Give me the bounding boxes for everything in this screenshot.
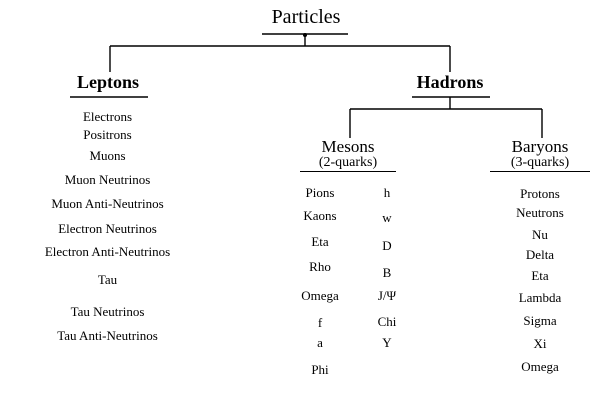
baryon-item: Xi [533, 336, 547, 351]
meson-item: B [382, 265, 392, 280]
lepton-item: Positrons [83, 127, 132, 142]
leptons-list [10, 0, 205, 400]
baryon-item: Omega [521, 359, 559, 374]
hadrons-heading: Hadrons [416, 72, 484, 92]
meson-item: Υ [382, 335, 392, 350]
mesons-quark-note: (2-quarks) [300, 156, 396, 172]
baryon-item: Lambda [518, 290, 562, 305]
meson-item: D [382, 238, 392, 253]
lepton-item: Muons [89, 148, 126, 163]
baryons-list [490, 0, 590, 400]
lepton-item: Tau [97, 272, 118, 287]
mesons-list-column-2 [360, 0, 414, 400]
mesons-list-column-1 [290, 0, 350, 400]
meson-item: h [383, 185, 391, 200]
meson-item: f [317, 315, 323, 330]
meson-item: w [382, 210, 392, 225]
baryon-item: Sigma [523, 313, 557, 328]
leptons-heading: Leptons [76, 72, 139, 92]
lepton-item: Tau Neutrinos [70, 304, 145, 319]
lepton-item: Electron Neutrinos [58, 221, 157, 236]
lepton-item: Tau Anti-Neutrinos [57, 328, 158, 343]
particles-title: Particles [271, 6, 341, 28]
meson-item: Omega [301, 288, 339, 303]
mesons-heading: Mesons [321, 137, 375, 156]
baryon-item: Protons [520, 186, 560, 201]
baryon-item: Neutrons [516, 205, 564, 220]
lepton-item: Muon Neutrinos [64, 172, 151, 187]
lepton-item: Muon Anti-Neutrinos [51, 196, 164, 211]
baryon-item: Eta [531, 268, 549, 283]
meson-item: Pions [305, 185, 335, 200]
baryons-quark-note: (3-quarks) [490, 156, 590, 172]
baryons-heading: Baryons [511, 137, 569, 156]
meson-item: Kaons [303, 208, 337, 223]
meson-item: a [317, 335, 323, 350]
lepton-item: Electron Anti-Neutrinos [44, 244, 171, 259]
meson-item: Chi [377, 314, 397, 329]
meson-item: Phi [311, 362, 329, 377]
meson-item: J/Ψ [377, 288, 397, 303]
baryon-item: Delta [525, 247, 555, 262]
meson-item: Rho [309, 259, 331, 274]
lepton-item: Electrons [82, 109, 133, 124]
baryon-item: Nu [532, 227, 548, 242]
meson-item: Eta [311, 234, 329, 249]
